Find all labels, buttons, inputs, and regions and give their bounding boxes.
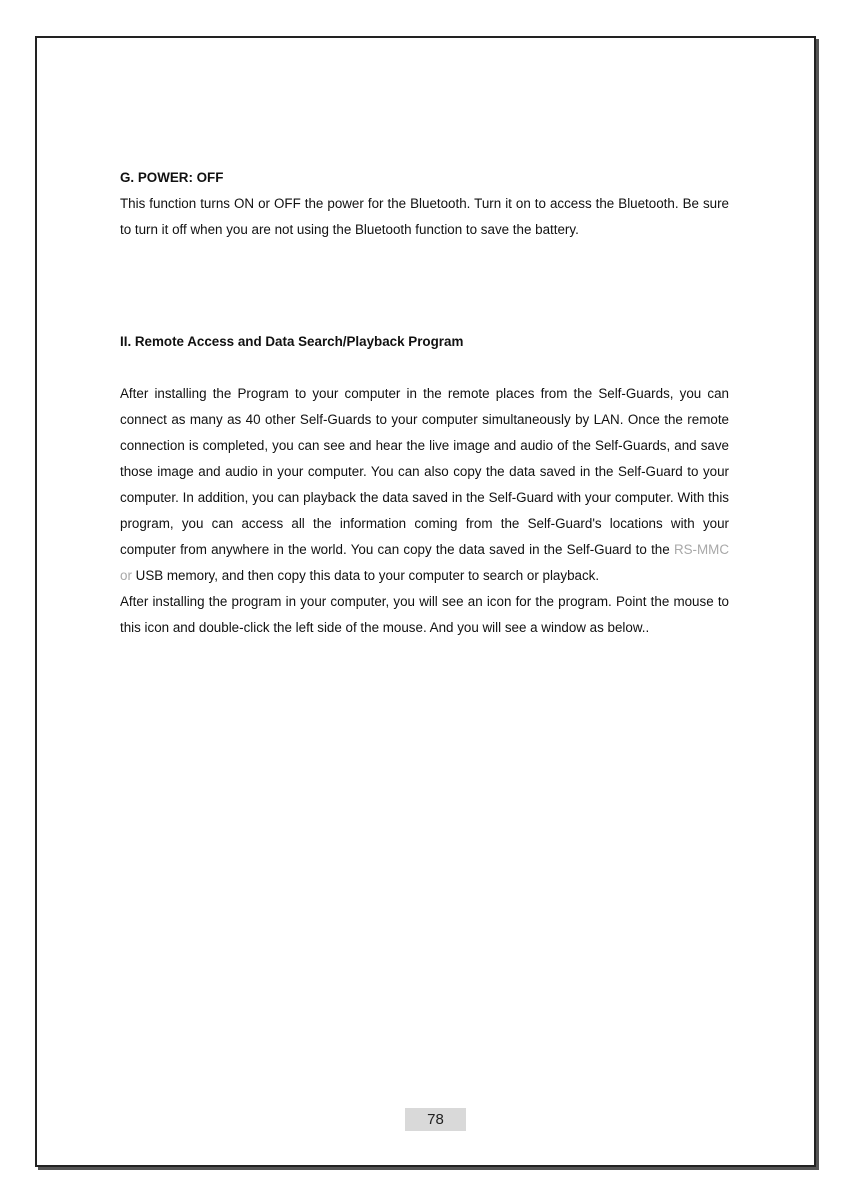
section-g-heading: G. POWER: OFF [120, 170, 224, 185]
page-number: 78 [405, 1108, 466, 1131]
section-ii-paragraph-1-faded: RS-MMC or [120, 542, 729, 583]
section-ii-paragraph-1-part-2: USB memory, and then copy this data to your computer to search or playback. [131, 568, 600, 583]
section-ii-paragraph-2: After installing the program in your computer, you will see an icon for the program. Point the mouse to this icon and double-click the left side of the mouse. And you will see a window as below.. [120, 594, 729, 635]
section-ii-paragraph-1-part-1: After installing the Program to your computer in the remote places from the Self-Guards, you can connect as many as 40 other Self-Guards to your computer simultaneously by LAN. Once the remote connection is completed, you can see and hear the live image and audio of the Self-Guards, and save those image and audio in your computer. You can also copy the data saved in the Self-Guard to your computer. In addition, you can playback the data saved in the Self-Guard with your computer. With this program, you can access all the information coming from the Self-Guard's locations with your computer from anywhere in the world. You can copy the data saved in the Self-Guard to the [120, 386, 729, 557]
section-ii-heading: II. Remote Access and Data Search/Playback Program [120, 334, 464, 349]
section-g-body: This function turns ON or OFF the power for the Bluetooth. Turn it on to access the Bluetooth. Be sure to turn it off when you are not using the Bluetooth function to save the battery. [120, 196, 729, 237]
section-power-off [120, 165, 729, 243]
section-remote-access [120, 329, 729, 641]
section-ii-paragraph-1 [120, 381, 729, 589]
